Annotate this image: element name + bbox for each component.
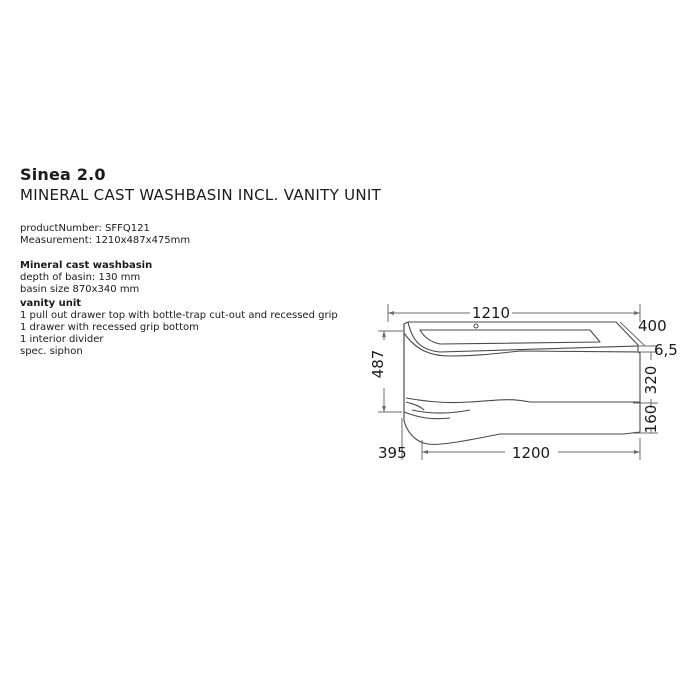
dim-lower-drawer: 160 — [642, 404, 660, 434]
dim-side-depth: 395 — [378, 444, 407, 462]
arrowhead — [634, 311, 640, 315]
basin-heading: Mineral cast washbasin — [20, 260, 153, 271]
product-number: productNumber: SFFQ121 — [20, 223, 150, 234]
vanity-siphon: spec. siphon — [20, 346, 83, 357]
basin-size: basin size 870x340 mm — [20, 284, 140, 295]
arrowhead — [634, 450, 640, 454]
basin-bowl — [420, 330, 600, 344]
basin-front-edge — [404, 333, 638, 356]
drawer-grip — [412, 410, 470, 413]
vanity-divider: 1 interior divider — [20, 334, 104, 345]
basin-rim — [408, 322, 638, 352]
dim-depth-top: 400 — [638, 317, 667, 335]
dim-top-width: 1210 — [471, 304, 511, 322]
dim-height: 487 — [369, 349, 387, 379]
arrowhead — [422, 450, 428, 454]
arrowhead — [382, 406, 386, 412]
dim-basin-thickness: 6,5 — [654, 341, 678, 359]
vanity-drawer-bottom: 1 drawer with recessed grip bottom — [20, 322, 199, 333]
arrowhead — [388, 311, 394, 315]
measurement: Measurement: 1210x487x475mm — [20, 235, 191, 246]
arrowhead — [382, 331, 386, 337]
cabinet-outline — [404, 322, 640, 444]
product-name: Sinea 2.0 — [20, 165, 106, 184]
product-description: MINERAL CAST WASHBASIN INCL. VANITY UNIT — [20, 186, 382, 204]
dim-bottom-width: 1200 — [511, 444, 551, 462]
tap-hole-icon — [474, 324, 478, 328]
vanity-heading: vanity unit — [20, 298, 82, 309]
vanity-drawer-top: 1 pull out drawer top with bottle-trap cut-out and recessed grip — [20, 310, 338, 321]
drawer-front-edge — [406, 402, 424, 410]
dim-upper-drawer: 320 — [642, 365, 660, 395]
basin-depth: depth of basin: 130 mm — [20, 272, 141, 283]
drawer-split-line — [406, 398, 640, 403]
